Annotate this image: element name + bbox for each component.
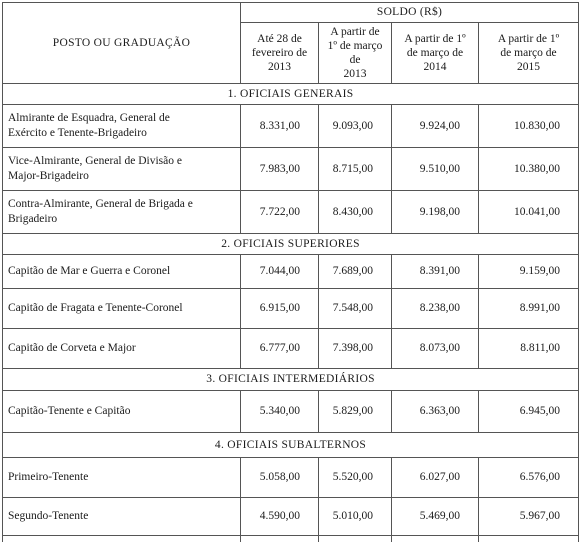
salary-value: 5.058,00 (241, 458, 319, 498)
salary-value: 10.041,00 (479, 191, 579, 234)
salary-value: 9.159,00 (479, 255, 579, 289)
table-continuation (479, 536, 579, 542)
table-continuation (3, 536, 241, 542)
rank-name: Vice-Almirante, General de Divisão e Major-Brigadeiro (3, 148, 241, 191)
salary-value: 5.340,00 (241, 391, 319, 433)
table-continuation (241, 536, 319, 542)
rank-name: Almirante de Esquadra, General de Exército e Tenente-Brigadeiro (3, 105, 241, 148)
column-header: A partir de 1º de março de 2015 (479, 23, 579, 84)
salary-value: 6.363,00 (392, 391, 479, 433)
rank-name: Capitão de Mar e Guerra e Coronel (3, 255, 241, 289)
column-header: A partir de 1º de março de 2013 (319, 23, 392, 84)
salary-value: 6.777,00 (241, 329, 319, 369)
salary-value: 4.590,00 (241, 498, 319, 536)
salary-value: 8.391,00 (392, 255, 479, 289)
salary-value: 8.430,00 (319, 191, 392, 234)
salary-value: 10.380,00 (479, 148, 579, 191)
rank-name: Primeiro-Tenente (3, 458, 241, 498)
salary-value: 8.991,00 (479, 289, 579, 329)
salary-value: 7.044,00 (241, 255, 319, 289)
salary-value: 6.915,00 (241, 289, 319, 329)
column-header: A partir de 1º de março de 2014 (392, 23, 479, 84)
salary-value: 8.811,00 (479, 329, 579, 369)
salary-value: 7.398,00 (319, 329, 392, 369)
salary-group-header: SOLDO (R$) (241, 3, 579, 23)
section-title: 3. OFICIAIS INTERMEDIÁRIOS (3, 369, 579, 391)
section-title: 4. OFICIAIS SUBALTERNOS (3, 433, 579, 458)
salary-value: 7.722,00 (241, 191, 319, 234)
salary-value: 5.829,00 (319, 391, 392, 433)
salary-value: 10.830,00 (479, 105, 579, 148)
rank-name: Capitão-Tenente e Capitão (3, 391, 241, 433)
salary-value: 7.983,00 (241, 148, 319, 191)
rank-header: POSTO OU GRADUAÇÃO (3, 3, 241, 84)
section-title: 1. OFICIAIS GENERAIS (3, 84, 579, 105)
salary-value: 6.576,00 (479, 458, 579, 498)
salary-value: 7.548,00 (319, 289, 392, 329)
rank-name: Contra-Almirante, General de Brigada e Brigadeiro (3, 191, 241, 234)
salary-value: 9.198,00 (392, 191, 479, 234)
salary-value: 8.238,00 (392, 289, 479, 329)
table-continuation (392, 536, 479, 542)
salary-value: 5.010,00 (319, 498, 392, 536)
column-header: Até 28 de fevereiro de 2013 (241, 23, 319, 84)
table-continuation (319, 536, 392, 542)
salary-value: 6.945,00 (479, 391, 579, 433)
salary-value: 9.093,00 (319, 105, 392, 148)
salary-value: 5.520,00 (319, 458, 392, 498)
salary-value: 5.967,00 (479, 498, 579, 536)
rank-name: Capitão de Corveta e Major (3, 329, 241, 369)
salary-value: 7.689,00 (319, 255, 392, 289)
salary-value: 5.469,00 (392, 498, 479, 536)
salary-value: 8.073,00 (392, 329, 479, 369)
rank-name: Capitão de Fragata e Tenente-Coronel (3, 289, 241, 329)
salary-value: 8.331,00 (241, 105, 319, 148)
rank-name: Segundo-Tenente (3, 498, 241, 536)
salary-value: 9.924,00 (392, 105, 479, 148)
section-title: 2. OFICIAIS SUPERIORES (3, 234, 579, 255)
salary-table (2, 2, 579, 542)
salary-value: 8.715,00 (319, 148, 392, 191)
salary-value: 6.027,00 (392, 458, 479, 498)
salary-value: 9.510,00 (392, 148, 479, 191)
